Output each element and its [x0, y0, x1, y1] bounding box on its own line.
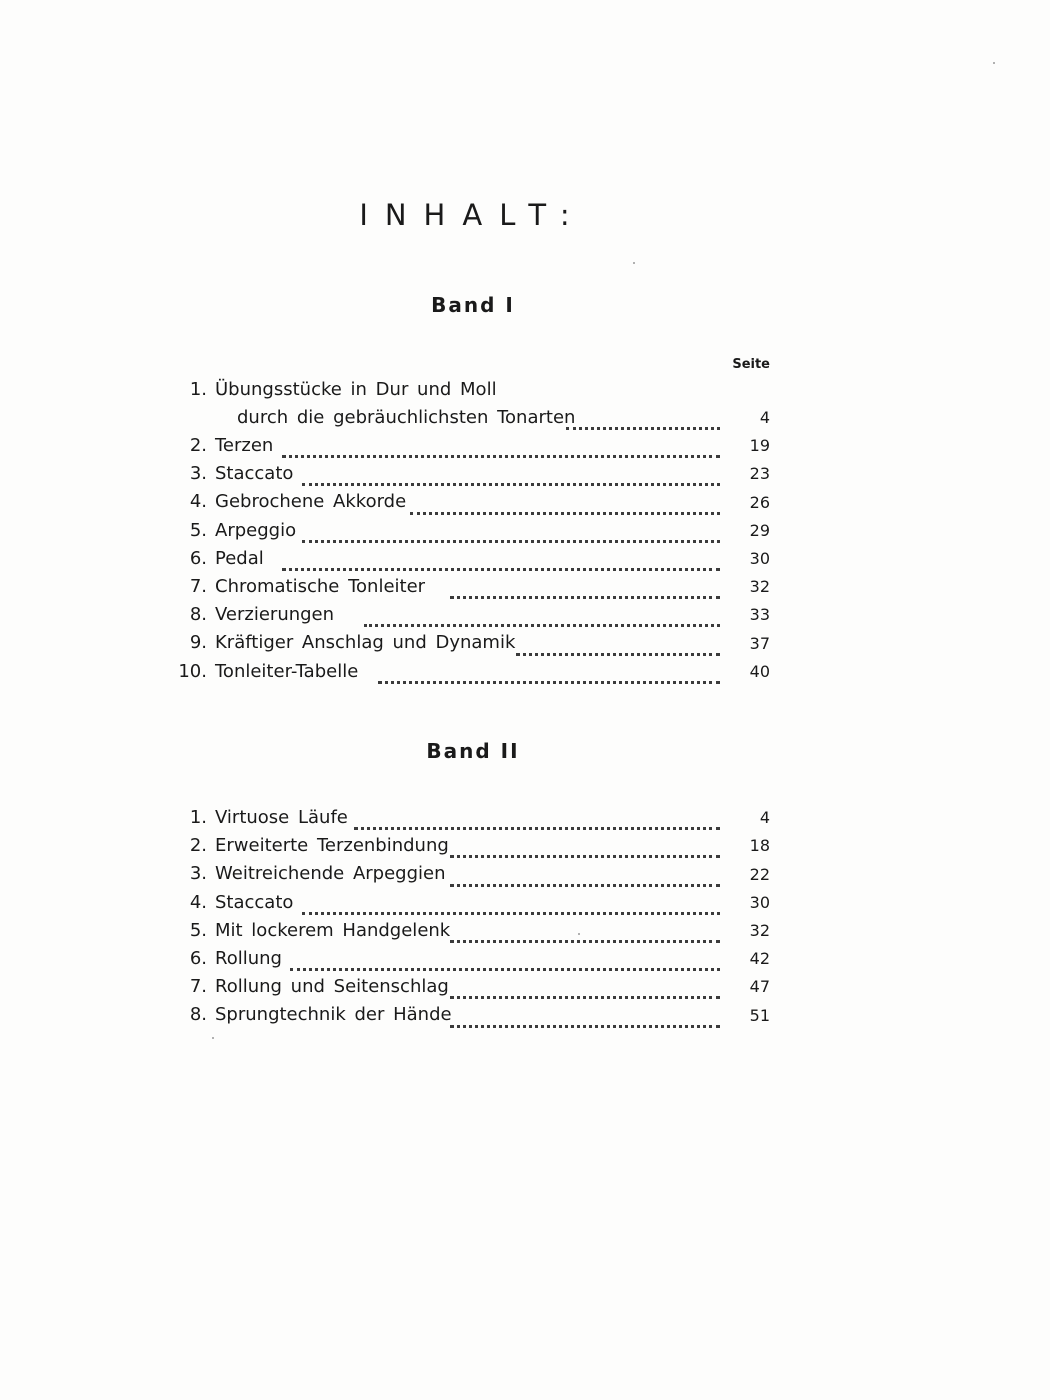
dot-leader: [282, 435, 720, 458]
entry-title: Rollung und Seitenschlag: [215, 976, 449, 998]
band-1-heading: Band I: [431, 293, 515, 317]
entry-number: 6.: [189, 547, 207, 569]
dot-leader: [302, 520, 720, 543]
dot-leader: [290, 948, 720, 971]
entry-page: 23: [749, 464, 770, 484]
toc-entry: [170, 832, 770, 860]
toc-entry: [170, 517, 770, 545]
entry-page: 32: [749, 920, 770, 940]
paper-speck: [212, 1037, 214, 1039]
entry-title: Kräftiger Anschlag und Dynamik: [215, 632, 516, 654]
entry-title: Pedal: [215, 547, 264, 569]
entry-page: 40: [749, 661, 770, 681]
dot-leader: [450, 835, 720, 858]
dot-leader: [410, 492, 720, 515]
entry-title: [215, 376, 575, 432]
entry-page: 18: [749, 836, 770, 856]
toc-entry: [170, 973, 770, 1001]
entry-title-line-2: durch die gebräuchlichsten Tonarten: [237, 407, 576, 428]
entry-number: 10.: [178, 660, 207, 682]
dot-leader: [450, 920, 720, 943]
dot-leader: [302, 463, 720, 486]
toc-entry: [170, 432, 770, 460]
dot-leader: [450, 976, 720, 999]
entry-page: 30: [749, 892, 770, 912]
entry-title: Virtuose Läufe: [215, 807, 348, 828]
entry-page: 4: [759, 408, 770, 427]
page-title: INHALT:: [359, 198, 587, 232]
paper-speck: [633, 262, 635, 264]
dot-leader: [566, 407, 720, 430]
entry-number: 4.: [189, 891, 207, 913]
dot-leader: [302, 892, 720, 915]
entry-page: 19: [749, 436, 770, 456]
band-2-toc: [170, 804, 770, 1030]
entry-number: 5.: [189, 919, 207, 941]
entry-title: Rollung: [215, 947, 282, 969]
toc-entry: [170, 460, 770, 488]
entry-title: Mit lockerem Handgelenk: [215, 919, 451, 941]
entry-number: 7.: [189, 976, 207, 998]
dot-leader: [450, 1005, 720, 1028]
entry-number: 3.: [189, 463, 207, 485]
toc-entry: [170, 917, 770, 945]
entry-title: Gebrochene Akkorde: [215, 491, 407, 513]
entry-page: 32: [749, 577, 770, 597]
toc-entry: [170, 573, 770, 601]
entry-page: 29: [749, 520, 770, 540]
entry-title: Arpeggio: [215, 519, 297, 541]
entry-number: 9.: [189, 632, 207, 654]
entry-number: 8.: [189, 604, 207, 626]
dot-leader: [354, 807, 720, 830]
entry-page: 51: [749, 1005, 770, 1025]
dot-leader: [516, 633, 720, 656]
dot-leader: [450, 864, 720, 887]
entry-number: 2.: [189, 435, 207, 456]
entry-page: 33: [749, 605, 770, 625]
toc-entry: [170, 658, 770, 686]
entry-title: Tonleiter-Tabelle: [215, 660, 359, 682]
toc-entry: [170, 1001, 770, 1029]
toc-entry: [170, 376, 770, 432]
entry-title: Sprungtechnik der Hände: [215, 1004, 452, 1026]
entry-number: 7.: [189, 575, 207, 597]
entry-title: Staccato: [215, 891, 294, 913]
toc-entry: [170, 860, 770, 888]
toc-entry: [170, 545, 770, 573]
entry-number: 8.: [189, 1004, 207, 1026]
dot-leader: [378, 661, 720, 684]
band-2-heading: Band II: [426, 739, 520, 763]
entry-title: Erweiterte Terzenbindung: [215, 835, 449, 857]
toc-entry: [170, 629, 770, 657]
dot-leader: [282, 548, 720, 571]
entry-page: 4: [759, 808, 770, 828]
dot-leader: [364, 604, 720, 627]
entry-number: 4.: [189, 491, 207, 513]
toc-entry: [170, 804, 770, 832]
entry-page: 22: [749, 864, 770, 884]
entry-page: 47: [749, 977, 770, 997]
entry-number: 3.: [189, 863, 207, 885]
entry-title-line-1: Übungsstücke in Dur und Moll: [215, 379, 497, 400]
entry-number: 1.: [189, 379, 207, 400]
entry-number: 5.: [189, 519, 207, 541]
entry-title: Weitreichende Arpeggien: [215, 863, 446, 885]
entry-title: Terzen: [215, 435, 274, 456]
paper-speck: [993, 62, 995, 64]
toc-entry: [170, 889, 770, 917]
entry-page: 26: [749, 492, 770, 512]
toc-entry: [170, 488, 770, 516]
dot-leader: [450, 576, 720, 599]
band-1-toc: [170, 376, 770, 686]
entry-number: 6.: [189, 947, 207, 969]
entry-title: Verzierungen: [215, 604, 335, 626]
toc-entry: [170, 945, 770, 973]
entry-page: 42: [749, 949, 770, 969]
entry-number: 1.: [189, 807, 207, 828]
page-column-label: Seite: [732, 357, 770, 372]
entry-number: 2.: [189, 835, 207, 857]
entry-page: 30: [749, 548, 770, 568]
entry-title: Staccato: [215, 463, 294, 485]
entry-page: 37: [749, 633, 770, 653]
entry-title: Chromatische Tonleiter: [215, 575, 426, 597]
toc-entry: [170, 601, 770, 629]
paper-speck: [578, 933, 580, 935]
